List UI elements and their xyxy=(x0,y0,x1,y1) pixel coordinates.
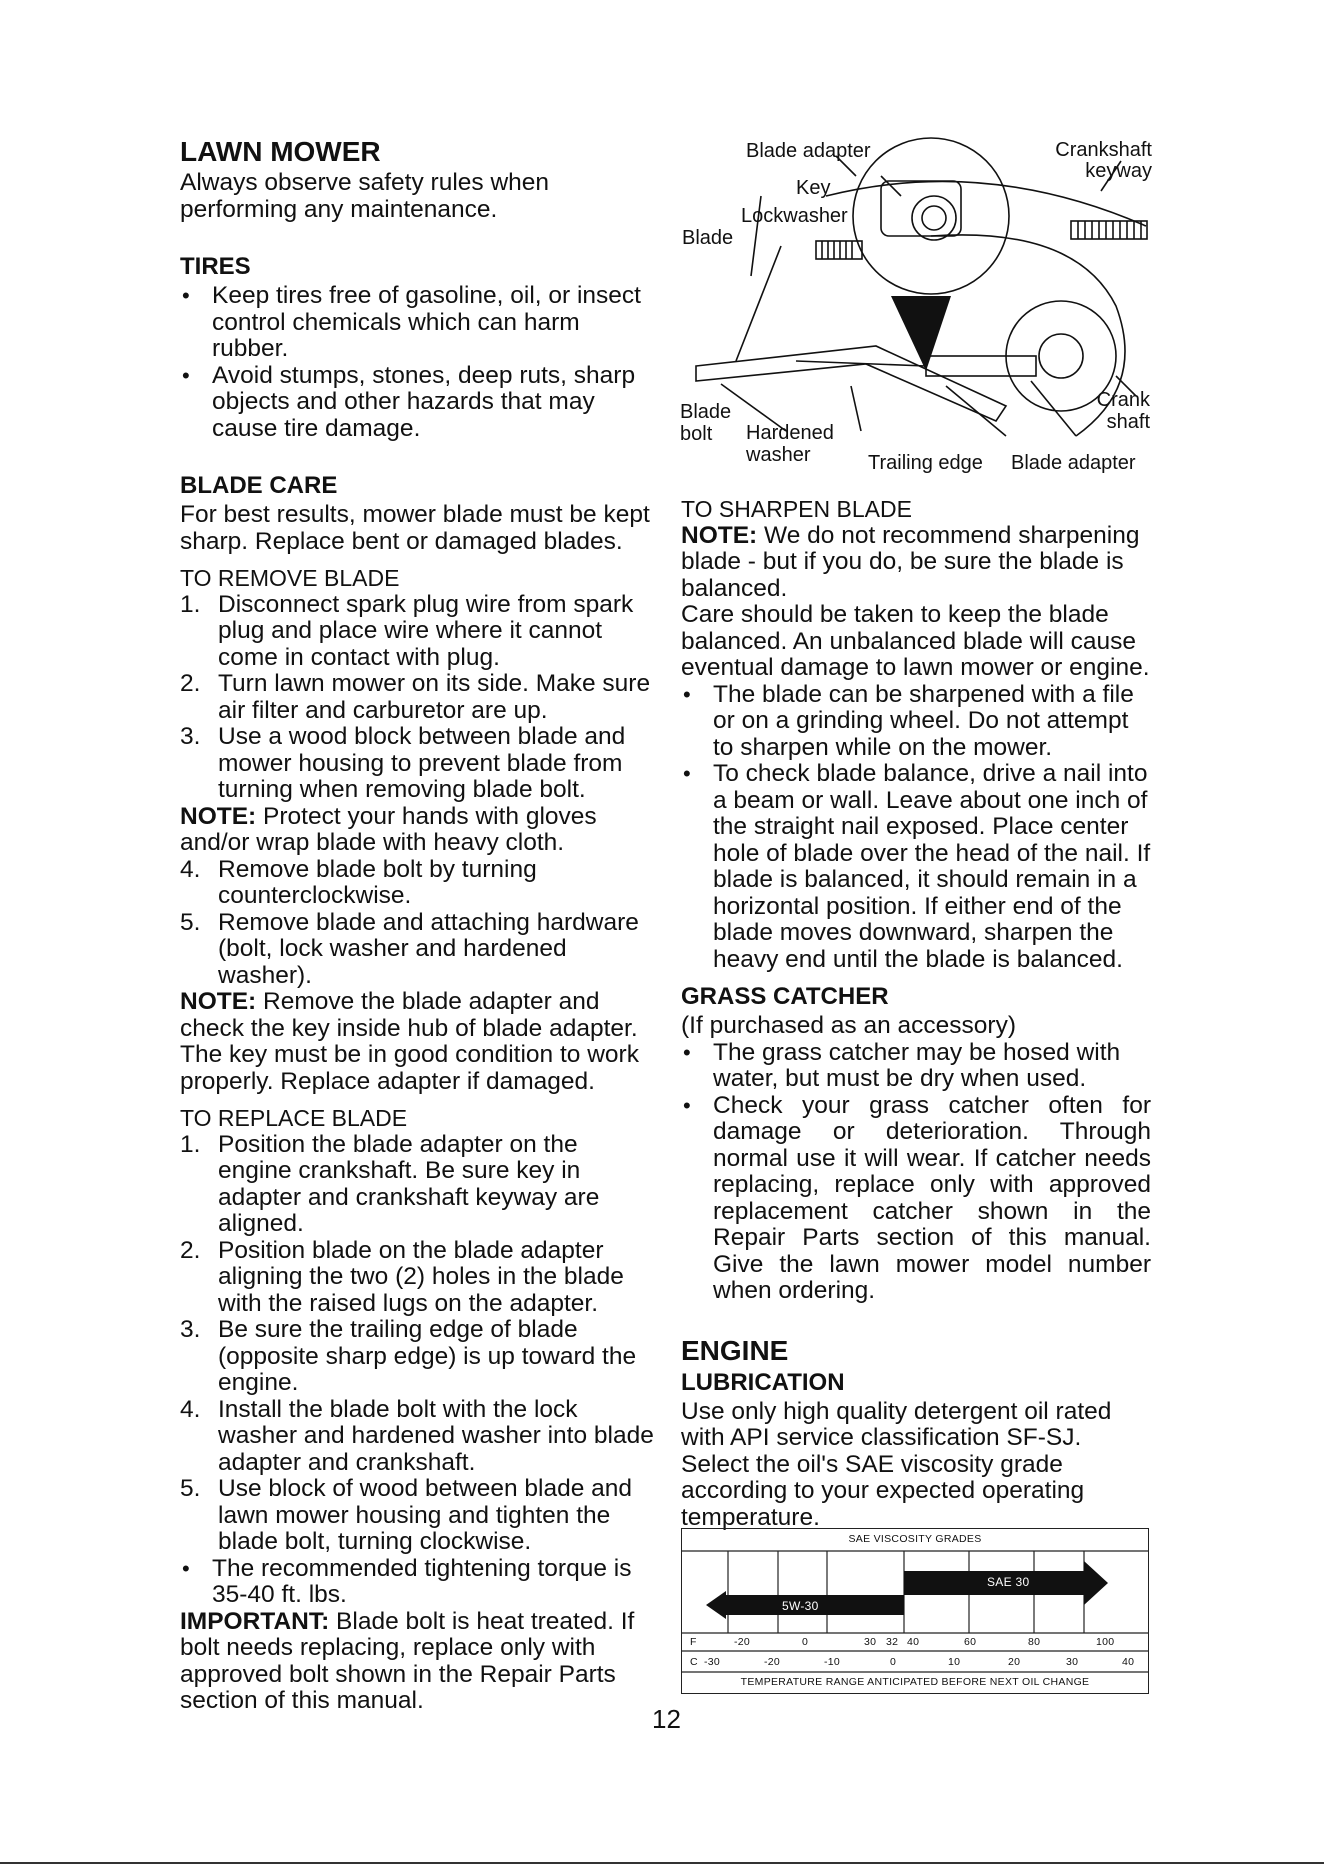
tick-f: 32 xyxy=(886,1636,899,1648)
sharpen-heading: TO SHARPEN BLADE xyxy=(681,496,912,522)
blade-assembly-figure xyxy=(676,136,1151,476)
list-item xyxy=(180,910,655,990)
step-text: Turn lawn mower on its side. Make sure air filter and carburetor are up. xyxy=(218,670,651,724)
5w30-label: 5W-30 xyxy=(782,1599,819,1613)
note-label: NOTE: xyxy=(681,521,758,549)
grass-catcher-list xyxy=(681,1040,1151,1305)
step-number: 2. xyxy=(180,670,201,697)
list-item xyxy=(180,857,655,910)
important-text: Blade bolt is heat treated. If bolt needs replacing, replace only with approved bolt shown in the Repair Parts section of this manual. xyxy=(180,1607,635,1714)
sharpen-list xyxy=(681,682,1151,974)
sharpen-note xyxy=(681,523,1151,603)
note-adapter xyxy=(180,989,655,1095)
step-text: Position blade on the blade adapter aligning the two (2) holes in the blade with the raised lugs on the adapter. xyxy=(218,1236,624,1317)
list-item xyxy=(180,592,655,672)
note-label: NOTE: xyxy=(180,802,257,830)
step-number: 2. xyxy=(180,1236,201,1264)
list-item: • Keep tires free of gasoline, oil, or insect control chemicals which can harm rubber. xyxy=(180,283,655,363)
step-text: Position the blade adapter on the engine crankshaft. Be sure key in adapter and crankshaft keyway are aligned. xyxy=(218,1130,600,1237)
list-item xyxy=(180,1132,655,1238)
important-note xyxy=(180,1609,655,1715)
tick-f: 0 xyxy=(802,1636,809,1648)
step-text: Use a wood block between blade and mower housing to prevent blade from turning when removing blade bolt. xyxy=(218,723,626,803)
label-crankshaft-keyway: Crankshaft keyway xyxy=(1055,139,1152,182)
grille-left xyxy=(816,241,862,259)
list-item xyxy=(180,1476,655,1556)
step-text: Use block of wood between blade and lawn mower housing and tighten the blade bolt, turning clockwise. xyxy=(218,1475,633,1555)
note-text: We do not recommend sharpening blade - but if you do, be sure the blade is balanced. xyxy=(681,521,1140,602)
replace-blade-heading: TO REPLACE BLADE xyxy=(180,1105,408,1131)
list-item xyxy=(180,1317,655,1397)
list-item xyxy=(180,671,655,724)
viscosity-chart-title: SAE VISCOSITY GRADES xyxy=(848,1533,982,1545)
list-item: • To check blade balance, drive a nail into a beam or wall. Leave about one inch of the straight nail exposed. Place center hole of blade over the head of the nail. If blade is balanced, it should remain in a horizontal position. If either end of the blade moves downward, sharpen the heavy end until the blade is balanced. xyxy=(681,761,1151,973)
tick-c: 30 xyxy=(1066,1656,1079,1668)
label-blade: Blade xyxy=(682,227,734,249)
tires-list xyxy=(180,283,655,442)
remove-blade-heading: TO REMOVE BLADE xyxy=(180,565,400,591)
bottom-divider xyxy=(0,1862,1324,1864)
celsius-label: C xyxy=(690,1656,698,1668)
step-number: 3. xyxy=(180,1316,201,1343)
label-crank-shaft: Crank shaft xyxy=(1096,389,1150,433)
tick-c: 0 xyxy=(890,1656,897,1668)
step-number: 4. xyxy=(180,855,201,883)
tick-f: 30 xyxy=(864,1636,877,1648)
note-label: NOTE: xyxy=(180,988,257,1015)
tick-f: 100 xyxy=(1096,1636,1115,1648)
grass-catcher-intro: (If purchased as an accessory) xyxy=(681,1012,1016,1039)
lawn-mower-title: LAWN MOWER xyxy=(180,136,381,167)
tick-c: 10 xyxy=(948,1656,961,1668)
step-number: 1. xyxy=(180,1130,201,1158)
list-item: • The blade can be sharpened with a file or on a grinding wheel. Do not attempt to sharpen while on the mower. xyxy=(681,682,1151,762)
lubrication-text: Use only high quality detergent oil rated with API service classification SF-SJ. Select the oil's SAE viscosity grade according to your expected operating temperature. xyxy=(681,1397,1112,1531)
step-number: 5. xyxy=(180,1475,201,1502)
viscosity-chart-footer: TEMPERATURE RANGE ANTICIPATED BEFORE NEXT OIL CHANGE xyxy=(740,1676,1090,1688)
blade-care-intro: For best results, mower blade must be kept sharp. Replace bent or damaged blades. xyxy=(180,501,650,555)
step-number: 4. xyxy=(180,1395,201,1423)
step-text: Remove blade bolt by turning counterclockwise. xyxy=(218,855,537,909)
remove-steps-a xyxy=(180,592,655,804)
note-text: Remove the blade adapter and check the key inside hub of blade adapter. The key must be in good condition to work properly. Replace adapter if damaged. xyxy=(180,988,639,1095)
lawn-mower-intro: Always observe safety rules when performing any maintenance. xyxy=(180,169,550,223)
detail-circle xyxy=(853,138,1009,294)
page-number: 12 xyxy=(652,1704,681,1734)
list-item xyxy=(180,1397,655,1477)
note-gloves xyxy=(180,804,655,857)
lubrication-heading: LUBRICATION xyxy=(681,1368,845,1396)
deck-edge xyxy=(826,181,1146,226)
left-column xyxy=(180,136,655,1715)
right-column xyxy=(681,496,1151,1531)
label-blade-adapter-bottom: Blade adapter xyxy=(1011,452,1136,474)
label-lockwasher: Lockwasher xyxy=(741,205,848,227)
sae30-label: SAE 30 xyxy=(987,1575,1030,1589)
remove-steps-b xyxy=(180,857,655,990)
step-text: Be sure the trailing edge of blade (opposite sharp edge) is up toward the engine. xyxy=(218,1316,637,1396)
label-hardened-washer: Hardened washer xyxy=(746,422,834,466)
crankshaft-shape xyxy=(926,356,1036,376)
step-number: 3. xyxy=(180,723,201,750)
tick-c: 40 xyxy=(1122,1656,1135,1668)
tick-f: -20 xyxy=(734,1636,751,1648)
grass-catcher-heading: GRASS CATCHER xyxy=(681,983,889,1010)
tick-f: 40 xyxy=(907,1636,920,1648)
sae-viscosity-chart xyxy=(681,1528,1149,1694)
grille-right xyxy=(1071,221,1147,239)
tick-c: -20 xyxy=(764,1656,781,1668)
viscosity-chart-drawing xyxy=(682,1529,1148,1693)
list-item: • The grass catcher may be hosed with water, but must be dry when used. xyxy=(681,1040,1151,1093)
torque-list xyxy=(180,1556,655,1609)
list-item xyxy=(180,724,655,804)
list-item: • Check your grass catcher often for damage or deterioration. Through normal use it will wear. If catcher needs replacing, replace only with approved replacement catcher shown in the Repair Parts section of this manual. Give the lawn mower model number when ordering. xyxy=(681,1093,1151,1305)
label-key: Key xyxy=(796,177,831,199)
list-item: • Avoid stumps, stones, deep ruts, sharp objects and other hazards that may cause tire damage. xyxy=(180,363,655,443)
note-text: Protect your hands with gloves and/or wrap blade with heavy cloth. xyxy=(180,802,597,856)
pointer-wedge xyxy=(891,296,951,371)
engine-title: ENGINE xyxy=(681,1334,789,1366)
tick-c: -10 xyxy=(824,1656,841,1668)
tires-heading: TIRES xyxy=(180,253,251,280)
step-number: 5. xyxy=(180,908,201,936)
blade-care-heading: BLADE CARE xyxy=(180,472,338,499)
replace-steps xyxy=(180,1132,655,1556)
tick-c: -30 xyxy=(704,1656,721,1668)
tick-f: 60 xyxy=(964,1636,977,1648)
label-blade-bolt: Blade bolt xyxy=(680,401,732,445)
list-item: • The recommended tightening torque is 35-40 ft. lbs. xyxy=(180,1556,655,1609)
step-text: Disconnect spark plug wire from spark plug and place wire where it cannot come in contact with plug. xyxy=(218,590,634,671)
label-blade-adapter-top: Blade adapter xyxy=(746,140,871,162)
tick-f: 80 xyxy=(1028,1636,1041,1648)
step-text: Remove blade and attaching hardware (bolt, lock washer and hardened washer). xyxy=(218,908,639,989)
list-item xyxy=(180,1238,655,1318)
fahrenheit-label: F xyxy=(690,1636,697,1648)
label-trailing-edge: Trailing edge xyxy=(868,452,983,474)
step-number: 1. xyxy=(180,590,201,618)
sharpen-paragraph: Care should be taken to keep the blade balanced. An unbalanced blade will cause eventual damage to lawn mower or engine. xyxy=(681,601,1150,681)
important-label: IMPORTANT: xyxy=(180,1607,330,1635)
step-text: Install the blade bolt with the lock washer and hardened washer into blade adapter and crankshaft. xyxy=(218,1395,654,1476)
tick-c: 20 xyxy=(1008,1656,1021,1668)
